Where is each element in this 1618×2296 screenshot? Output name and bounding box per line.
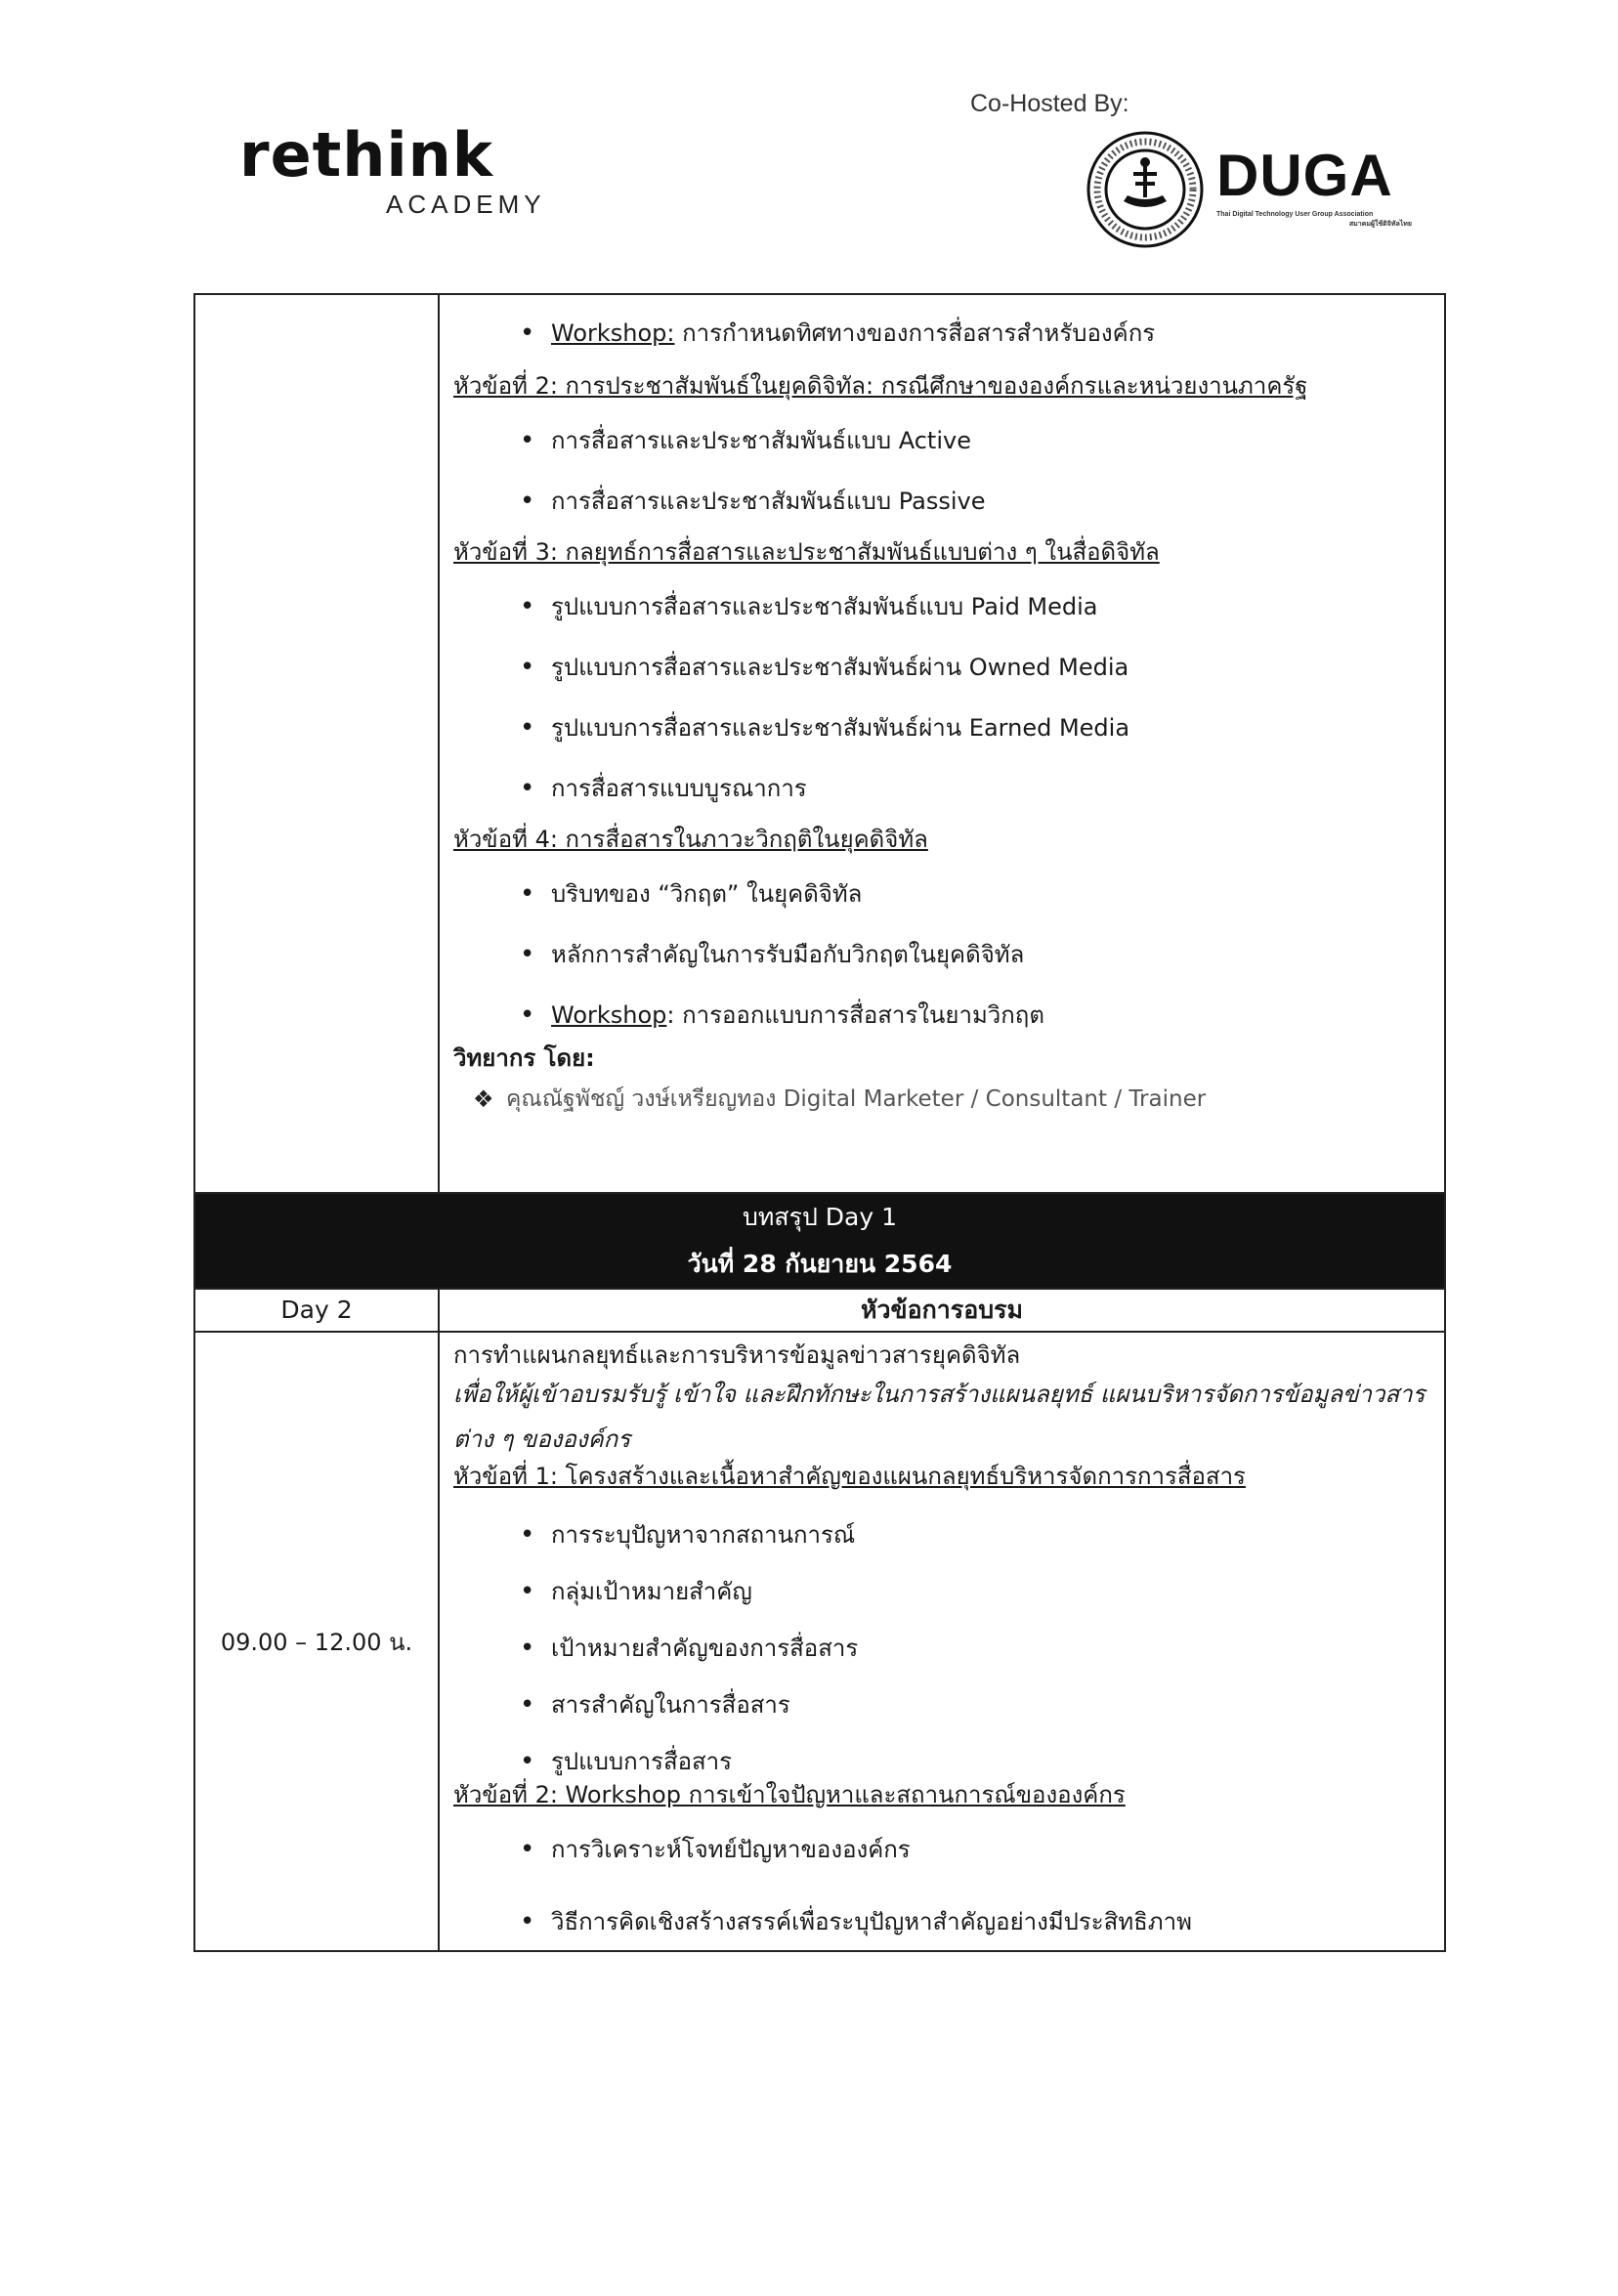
logo-wordmark: rethink xyxy=(239,119,494,191)
list-item: • วิธีการคิดเชิงสร้างสรรค์เพื่อระบุปัญหาสำคัญอย่างมีประสิทธิภาพ xyxy=(520,1907,1430,1936)
list-item: • รูปแบบการสื่อสารและประชาสัมพันธ์ผ่าน Owned Media xyxy=(520,653,1430,682)
day1-content-cell xyxy=(439,294,1445,1193)
list-item: • บริบทของ “วิกฤต” ในยุคดิจิทัล xyxy=(520,879,1430,909)
duga-logo xyxy=(1216,143,1412,234)
list-item: • การระบุปัญหาจากสถานการณ์ xyxy=(520,1520,1430,1550)
day1-summary-cell xyxy=(194,1193,1445,1289)
day2-label: Day 2 xyxy=(194,1289,439,1332)
list-item: • Workshop: การกำหนดทิศทางของการสื่อสารสำหรับองค์กร xyxy=(520,319,1430,348)
diamond-bullet-icon: ❖ xyxy=(473,1085,494,1113)
list-item: • Workshop: การออกแบบการสื่อสารในยามวิกฤต xyxy=(520,1000,1430,1030)
topic-heading: หัวข้อที่ 4: การสื่อสารในภาวะวิกฤติในยุคดิจิทัล xyxy=(453,826,928,853)
topic-column-header: หัวข้อการอบรม xyxy=(439,1289,1445,1332)
list-item: • รูปแบบการสื่อสารและประชาสัมพันธ์แบบ Paid Media xyxy=(520,592,1430,621)
logo-subtitle: ACADEMY xyxy=(386,190,546,219)
page-header xyxy=(0,0,1618,283)
list-item: • สารสำคัญในการสื่อสาร xyxy=(520,1690,1430,1720)
list-item: • หลักการสำคัญในการรับมือกับวิกฤตในยุคดิจิทัล xyxy=(520,940,1430,969)
summary-title: บทสรุป Day 1 xyxy=(742,1203,898,1231)
day1-continuation-row xyxy=(194,294,1445,1193)
day2-content-cell xyxy=(439,1332,1445,1951)
summary-date: วันที่ 28 กันยายน 2564 xyxy=(687,1250,953,1278)
list-item: • กลุ่มเป้าหมายสำคัญ xyxy=(520,1577,1430,1606)
list-item: • รูปแบบการสื่อสาร xyxy=(520,1747,1430,1776)
list-item: • การวิเคราะห์โจทย์ปัญหาขององค์กร xyxy=(520,1835,1430,1864)
cohost-label: Co-Hosted By: xyxy=(970,90,1129,117)
topic-heading: หัวข้อที่ 1: โครงสร้างและเนื้อหาสำคัญของแผนกลยุทธ์บริหารจัดการการสื่อสาร xyxy=(453,1463,1246,1490)
list-item: • รูปแบบการสื่อสารและประชาสัมพันธ์ผ่าน Earned Media xyxy=(520,713,1430,743)
speaker-heading: วิทยากร โดย: xyxy=(453,1044,595,1072)
session-title: การทำแผนกลยุทธ์และการบริหารข้อมูลข่าวสารยุคดิจิทัล xyxy=(453,1341,1021,1369)
list-item: • การสื่อสารแบบบูรณาการ xyxy=(520,774,1430,803)
day2-content-row xyxy=(194,1332,1445,1951)
duga-subtitle-th: สมาคมผู้ใช้ดิจิทัลไทย xyxy=(1348,221,1412,228)
topic-heading: หัวข้อที่ 3: กลยุทธ์การสื่อสารและประชาสัมพันธ์แบบต่าง ๆ ในสื่อดิจิทัล xyxy=(453,538,1160,566)
list-item: • การสื่อสารและประชาสัมพันธ์แบบ Active xyxy=(520,426,1430,455)
day2-time: 09.00 – 12.00 น. xyxy=(194,1332,439,1951)
day1-time-cell xyxy=(194,294,439,1193)
list-item: • การสื่อสารและประชาสัมพันธ์แบบ Passive xyxy=(520,487,1430,516)
duga-wordmark: DUGA xyxy=(1216,143,1393,208)
day2-header-row xyxy=(194,1289,1445,1332)
speaker-name: ❖ คุณณัฐพัชญ์ วงษ์เหรียญทอง Digital Marketer / Consultant / Trainer xyxy=(473,1085,1207,1113)
rethink-academy-logo xyxy=(239,119,552,220)
schedule-table xyxy=(193,293,1446,1952)
topic-heading: หัวข้อที่ 2: การประชาสัมพันธ์ในยุคดิจิทัล: กรณีศึกษาขององค์กรและหน่วยงานภาครัฐ xyxy=(453,372,1308,400)
topic-heading: หัวข้อที่ 2: Workshop การเข้าใจปัญหาและสถานการณ์ขององค์กร xyxy=(453,1781,1126,1808)
list-item: • เป้าหมายสำคัญของการสื่อสาร xyxy=(520,1634,1430,1663)
duga-subtitle: Thai Digital Technology User Group Association xyxy=(1216,211,1374,218)
day1-summary-row xyxy=(194,1193,1445,1289)
session-objective: เพื่อให้ผู้เข้าอบรมรับรู้ เข้าใจ และฝึกทักษะในการสร้างแผนลยุทธ์ แผนบริหารจัดการข้อมูลข่าวสารต่าง ๆ ขององค์กร xyxy=(453,1381,1426,1453)
ministry-seal-icon xyxy=(1085,129,1206,250)
